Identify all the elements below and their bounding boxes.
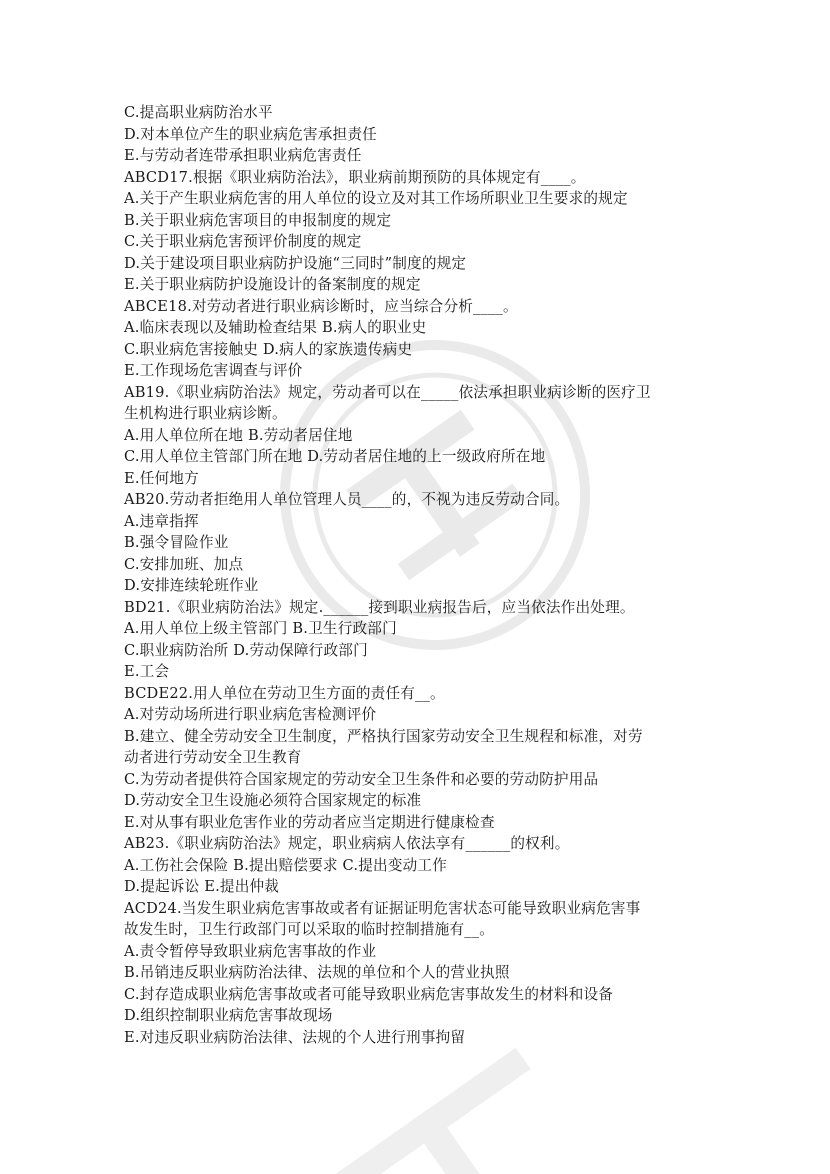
text-line: E.对从事有职业危害作业的劳动者应当定期进行健康检查 <box>124 813 495 831</box>
text-line: E.关于职业病防护设施设计的备案制度的规定 <box>124 276 421 293</box>
text-line: A.用人单位上级主管部门 B.卫生行政部门 <box>124 620 397 637</box>
text-line: C.职业病防治所 D.劳动保障行政部门 <box>124 641 368 659</box>
text-line: E.与劳动者连带承担职业病危害责任 <box>124 147 362 164</box>
text-line: A.违章指挥 <box>124 512 199 530</box>
text-line: D.对本单位产生的职业病危害承担责任 <box>124 125 377 143</box>
question-18: ABCE18.对劳动者进行职业病诊断时，应当综合分析____。 <box>124 297 518 315</box>
question-17: ABCD17.根据《职业病防治法》，职业病前期预防的具体规定有____。 <box>124 168 586 186</box>
text-line: A.关于产生职业病危害的用人单位的设立及对其工作场所职业卫生要求的规定 <box>124 190 628 207</box>
text-line: A.临床表现以及辅助检查结果 B.病人的职业史 <box>124 319 427 336</box>
text-line: B.强令冒险作业 <box>124 534 229 551</box>
text-line: D.提起诉讼 E.提出仲裁 <box>124 878 280 895</box>
text-line: D.劳动安全卫生设施必须符合国家规定的标准 <box>124 792 422 809</box>
text-line: D.组织控制职业病危害事故现场 <box>124 1007 333 1024</box>
text-line: 动者进行劳动安全卫生教育 <box>124 749 302 766</box>
question-22: BCDE22.用人单位在劳动卫生方面的责任有__。 <box>124 684 445 702</box>
text-line: C.关于职业病危害预评价制度的规定 <box>124 233 362 250</box>
text-line: C.用人单位主管部门所在地 D.劳动者居住地的上一级政府所在地 <box>124 448 546 465</box>
text-line: C.职业病危害接触史 D.病人的家族遗传病史 <box>124 340 413 358</box>
text-line: C.封存造成职业病危害事故或者可能导致职业病危害事故发生的材料和设备 <box>124 985 614 1003</box>
text-line: A.工伤社会保险 B.提出赔偿要求 C.提出变动工作 <box>124 856 447 874</box>
text-line: D.关于建设项目职业病防护设施“三同时”制度的规定 <box>124 254 467 272</box>
text-line: B.建立、健全劳动安全卫生制度，严格执行国家劳动安全卫生规程和标准，对劳 <box>124 727 643 745</box>
text-line: E.任何地方 <box>124 469 199 487</box>
text-line: E.工作现场危害调查与评价 <box>124 362 303 379</box>
question-20: AB20.劳动者拒绝用人单位管理人员____的，不视为违反劳动合同。 <box>124 491 570 508</box>
question-19: AB19.《职业病防治法》规定，劳动者可以在_____依法承担职业病诊断的医疗卫 <box>124 383 651 401</box>
question-23: AB23.《职业病防治法》规定，职业病病人依法享有______的权利。 <box>124 835 570 852</box>
text-line: C.为劳动者提供符合国家规定的劳动安全卫生条件和必要的劳动防护用品 <box>124 770 599 788</box>
text-line: A.用人单位所在地 B.劳动者居住地 <box>124 426 353 444</box>
text-line: B.吊销违反职业病防治法律、法规的单位和个人的营业执照 <box>124 964 510 981</box>
question-24: ACD24.当发生职业病危害事故或者有证据证明危害状态可能导致职业病危害事 <box>124 899 641 917</box>
text-line: E.工会 <box>124 663 170 680</box>
text-line: 生机构进行职业病诊断。 <box>124 405 287 422</box>
text-line: C.安排加班、加点 <box>124 555 244 573</box>
text-line: B.关于职业病危害项目的申报制度的规定 <box>124 211 392 229</box>
text-line: A.对劳动场所进行职业病危害检测评价 <box>124 706 377 723</box>
question-21: BD21.《职业病防治法》规定.______接到职业病报告后，应当依法作出处理。 <box>124 598 635 616</box>
document-body <box>124 102 724 1048</box>
text-line: A.责令暂停导致职业病危害事故的作业 <box>124 942 377 960</box>
text-line: 故发生时，卫生行政部门可以采取的临时控制措施有__。 <box>124 921 495 938</box>
text-line: C.提高职业病防治水平 <box>124 104 273 121</box>
text-line: D.安排连续轮班作业 <box>124 577 259 594</box>
text-line: E.对违反职业病防治法律、法规的个人进行刑事拘留 <box>124 1028 466 1046</box>
